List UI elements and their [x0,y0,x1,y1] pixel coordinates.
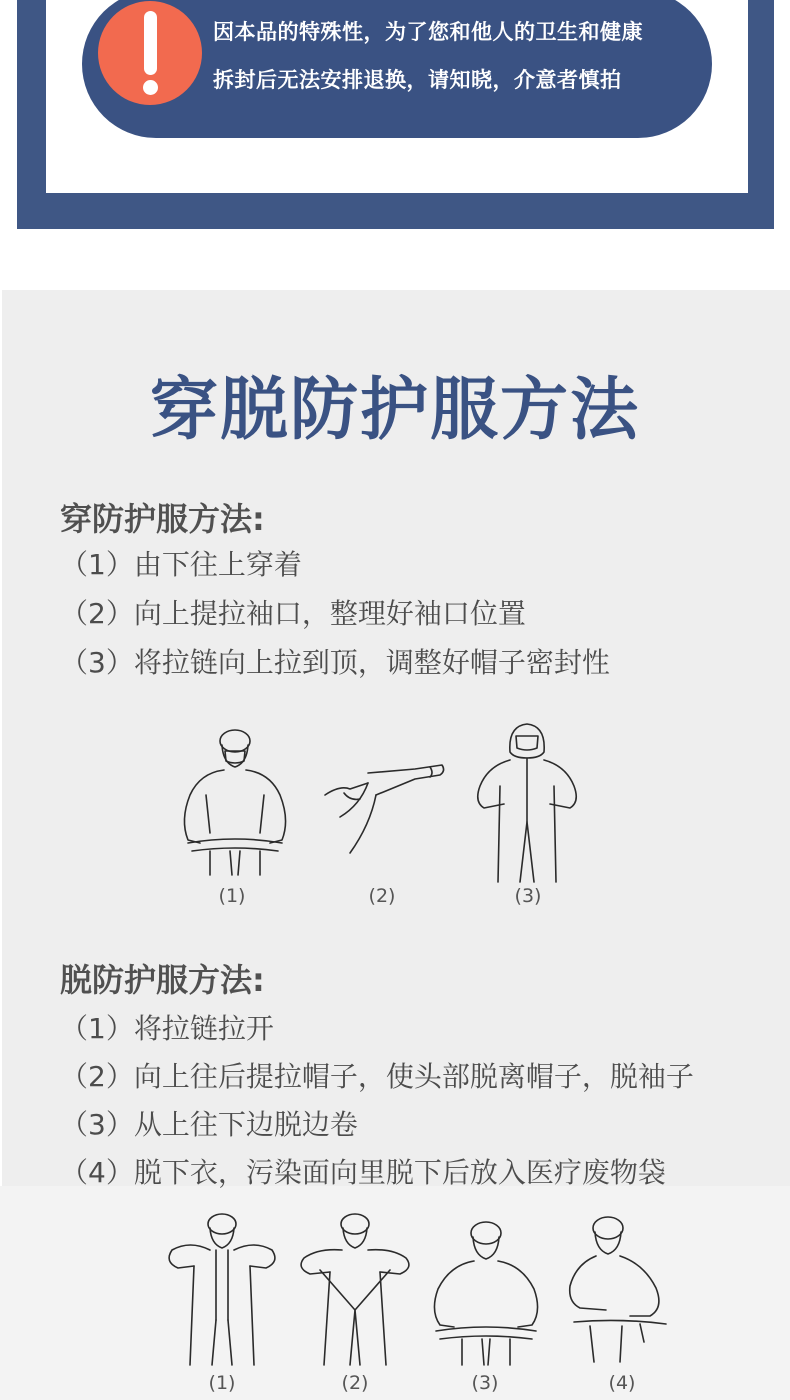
doff-step-2: （2）向上往后提拉帽子，使头部脱离帽子，脱袖子 [60,1060,694,1093]
doff-figure-2-label: (2) [341,1372,369,1394]
doff-heading: 脱防护服方法: [60,961,265,999]
doff-figure-2-illustration [290,1210,420,1370]
doff-figure-4-label: (4) [608,1372,636,1394]
don-step-1: （1）由下往上穿着 [60,548,302,581]
don-figure-2-label: (2) [368,885,396,907]
doff-figure-3-illustration [422,1215,550,1370]
notice-text-line1: 因本品的特殊性，为了您和他人的卫生和健康 [213,20,643,44]
don-figure-3-illustration [470,722,585,887]
doff-step-4: （4）脱下衣，污染面向里脱下后放入医疗废物袋 [60,1156,666,1189]
exclamation-icon [98,1,202,105]
doff-figure-3-label: (3) [471,1372,499,1394]
don-figure-3-label: (3) [514,885,542,907]
don-step-3: （3）将拉链向上拉到顶，调整好帽子密封性 [60,646,610,679]
notice-text-line2: 拆封后无法安排退换，请知晓，介意者慎拍 [213,68,622,92]
don-figure-1-label: (1) [218,885,246,907]
don-figure-1-illustration [170,725,300,885]
doff-figure-1-label: (1) [208,1372,236,1394]
section-title: 穿脱防护服方法 [149,371,640,450]
doff-figure-4-illustration [560,1212,680,1370]
don-figure-2-illustration [320,755,450,865]
don-step-2: （2）向上提拉袖口，整理好袖口位置 [60,597,526,630]
doff-step-1: （1）将拉链拉开 [60,1012,274,1045]
don-heading: 穿防护服方法: [60,500,265,538]
doff-figure-1-illustration [160,1210,285,1370]
doff-step-3: （3）从上往下边脱边卷 [60,1108,358,1141]
